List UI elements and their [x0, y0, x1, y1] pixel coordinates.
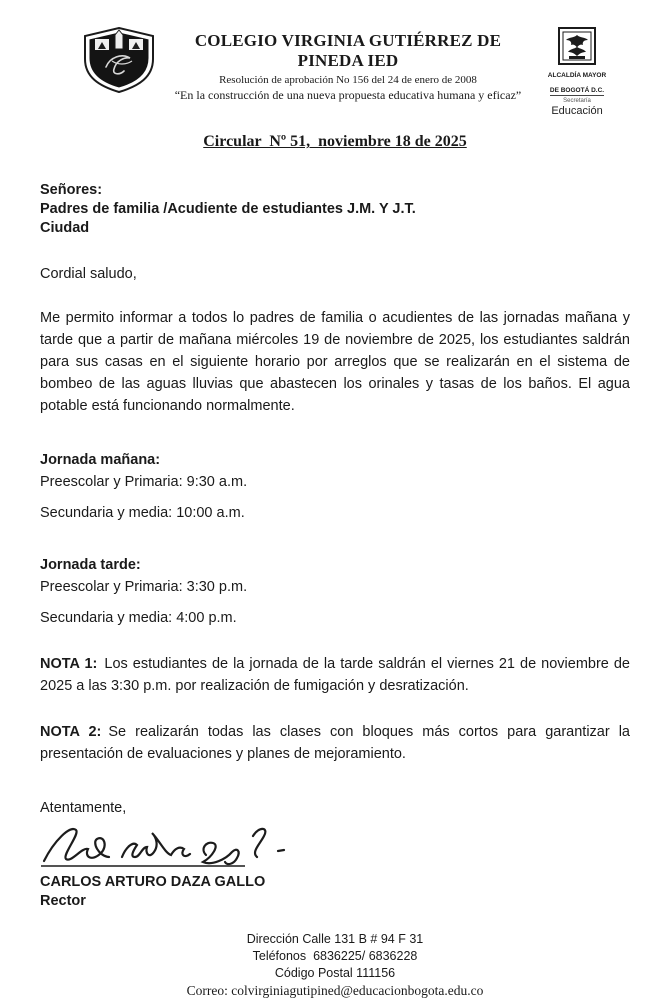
note-2-text: Se realizarán todas las clases con bloques más cortos para garantizar la presentación de evaluaciones y planes de mejoramiento.	[40, 724, 630, 763]
letterhead-text	[162, 25, 534, 103]
closing-line: Atentamente,	[40, 800, 127, 817]
city-logo-line1: ALCALDÍA MAYOR	[547, 71, 607, 79]
school-name: COLEGIO VIRGINIA GUTIÉRREZ DE PINEDA IED	[194, 31, 502, 70]
letterhead	[40, 25, 630, 117]
greeting: Cordial saludo,	[40, 266, 137, 283]
afternoon-schedule-heading: Jornada tarde:	[40, 557, 141, 574]
recipient-city: Ciudad	[40, 220, 90, 237]
bogota-coat-of-arms-icon	[557, 26, 597, 66]
recipient-salutation: Señores:	[40, 182, 103, 199]
afternoon-schedule	[40, 554, 630, 629]
footer-contact-block	[40, 931, 630, 999]
city-logo-line2: DE BOGOTÁ D.C.	[550, 88, 604, 97]
morning-preschool-time: Preescolar y Primaria: 9:30 a.m.	[40, 474, 248, 491]
afternoon-preschool-time: Preescolar y Primaria: 3:30 p.m.	[40, 579, 248, 596]
handwritten-signature-icon	[40, 821, 290, 873]
school-motto: “En la construcción de una nueva propuesta educativa humana y eficaz”	[174, 88, 522, 102]
city-government-logo	[534, 25, 620, 117]
recipient-block	[40, 181, 630, 238]
recipient-name: Padres de familia /Acudiente de estudiantes J.M. Y J.T.	[40, 201, 416, 218]
circular-title: Circular Nº 51, noviembre 18 de 2025	[203, 133, 467, 151]
morning-secondary-time: Secundaria y media: 10:00 a.m.	[40, 505, 245, 522]
morning-schedule	[40, 449, 630, 524]
footer-postal-code: Código Postal 111156	[274, 966, 396, 981]
signer-role: Rector	[40, 893, 86, 910]
note-1-label: NOTA 1:	[40, 656, 98, 673]
city-logo-line3: Secretaría	[563, 98, 591, 105]
letter-body	[40, 263, 630, 911]
afternoon-secondary-time: Secundaria y media: 4:00 p.m.	[40, 610, 237, 627]
note-2	[40, 721, 630, 765]
note-1-text: Los estudiantes de la jornada de la tarde saldrán el viernes 21 de noviembre de 2025 a las 3:30 p.m. por realización de fumigación y desratización.	[40, 656, 630, 695]
signature-area	[40, 821, 630, 873]
school-crest-icon	[82, 25, 162, 98]
footer-phones: Teléfonos 6836225/ 6836228	[252, 949, 418, 964]
signer-name: CARLOS ARTURO DAZA GALLO	[40, 874, 266, 891]
note-1	[40, 653, 630, 697]
notes-section	[40, 653, 630, 765]
school-crest-shield-icon	[82, 27, 156, 93]
main-paragraph: Me permito informar a todos lo padres de familia o acudientes de las jornadas mañana y tarde que a partir de mañana miércoles 19 de noviembre de 2025, los estudiantes saldrán para sus casas en el siguiente horario por arreglos que se realizarán en el sistema de bombeo de las aguas lluvias que abastecen los orinales y tasas de los baños. El agua potable está funcionando normalmente.	[40, 310, 630, 415]
note-2-label: NOTA 2:	[40, 724, 102, 741]
footer-email: Correo: colvirginiagutipined@educacionbogota.edu.co	[186, 983, 484, 999]
morning-schedule-heading: Jornada mañana:	[40, 452, 161, 469]
footer-address: Dirección Calle 131 B # 94 F 31	[246, 932, 424, 947]
school-resolution: Resolución de aprobación No 156 del 24 de enero de 2008	[219, 74, 477, 86]
city-logo-line4: Educación	[551, 104, 603, 117]
